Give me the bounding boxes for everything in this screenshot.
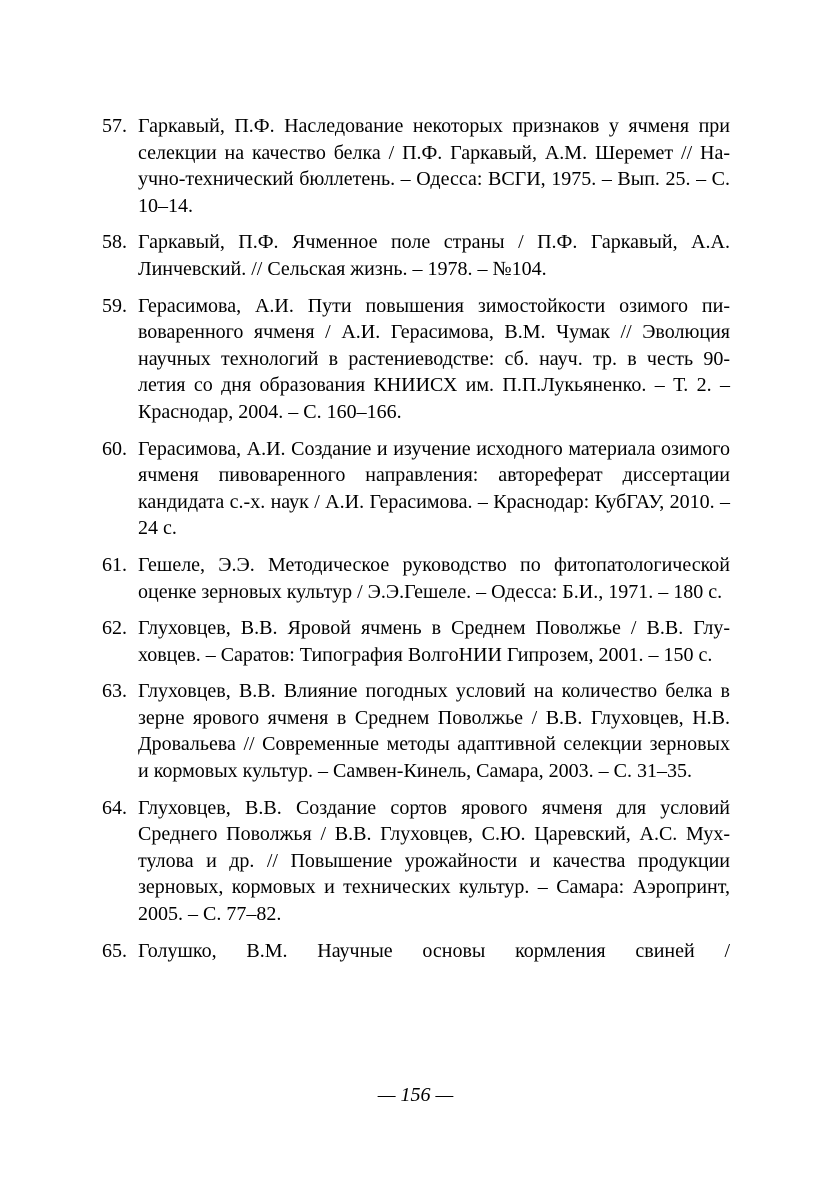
reference-number: 59. xyxy=(102,294,127,317)
reference-item-58 xyxy=(102,229,730,282)
reference-list xyxy=(102,113,730,964)
reference-text: Голушко, В.М. Научные основы кормления свиней / xyxy=(138,939,730,962)
reference-item-61 xyxy=(102,552,730,605)
reference-item-62 xyxy=(102,615,730,668)
reference-number: 64. xyxy=(102,796,127,819)
reference-number: 62. xyxy=(102,617,127,640)
reference-text: Герасимова, А.И. Пути повышения зимостойкости озимого пивоваренного ячменя / А.И. Герасимова, В.М. Чумак // Эволюция научных технологий в растениеводстве: сб. науч. тр. в честь 90-летия со дня образования КНИИСХ им. П.П.Лукьяненко. – Т. 2. – Краснодар, 2004. – С. 160–166. xyxy=(138,294,730,423)
reference-text: Герасимова, А.И. Создание и изучение исходного материала озимого ячменя пивоваренного направления: автореферат диссертации кандидата с.-х. наук / А.И. Герасимова. – Краснодар: КубГАУ, 2010. – 24 с. xyxy=(138,437,730,540)
reference-item-65 xyxy=(102,938,730,965)
reference-item-63 xyxy=(102,678,730,784)
reference-number: 61. xyxy=(102,553,127,576)
reference-number: 65. xyxy=(102,939,127,962)
reference-text: Глуховцев, В.В. Создание сортов ярового ячменя для условий Среднего Поволжья / В.В. Глуховцев, С.Ю. Царевский, А.С. Мухтулова и др. // Повышение урожайности и качества продукции зерновых, кормовых и технических культур. – Самара: Аэропринт, 2005. – С. 77–82. xyxy=(138,796,730,926)
document-page xyxy=(102,113,730,974)
reference-item-57 xyxy=(102,113,730,219)
reference-number: 60. xyxy=(102,437,127,460)
reference-text: Гаркавый, П.Ф. Наследование некоторых признаков у ячменя при селекции на качество белка / П.Ф. Гаркавый, А.М. Шеремет // Научно-технический бюллетень. – Одесса: ВСГИ, 1975. – Вып. 25. – С. 10–14. xyxy=(138,115,730,217)
reference-text: Гешеле, Э.Э. Методическое руководство по фитопатологической оценке зерновых культур / Э.Э.Гешеле. – Одесса: Б.И., 1971. – 180 с. xyxy=(138,553,730,603)
reference-number: 57. xyxy=(102,115,127,137)
reference-number: 58. xyxy=(102,231,127,254)
reference-item-59 xyxy=(102,293,730,426)
reference-item-60 xyxy=(102,436,730,542)
reference-text: Глуховцев, В.В. Яровой ячмень в Среднем Поволжье / В.В. Глуховцев. – Саратов: Типография ВолгоНИИ Гипрозем, 2001. – 150 с. xyxy=(138,617,730,666)
page-number: — 156 — xyxy=(377,1084,454,1106)
reference-text: Гаркавый, П.Ф. Ячменное поле страны / П.Ф. Гаркавый, А.А. Линчевский. // Сельская жизнь. – 1978. – №104. xyxy=(138,231,730,280)
reference-item-64 xyxy=(102,795,730,928)
reference-text: Глуховцев, В.В. Влияние погодных условий на количество белка в зерне ярового ячменя в Среднем Поволжье / В.В. Глуховцев, Н.В. Дровальева // Современные методы адаптивной селекции зерновых и кормовых культур. – Самвен-Кинель, Самара, 2003. – С. 31–35. xyxy=(138,680,730,783)
reference-number: 63. xyxy=(102,680,127,703)
